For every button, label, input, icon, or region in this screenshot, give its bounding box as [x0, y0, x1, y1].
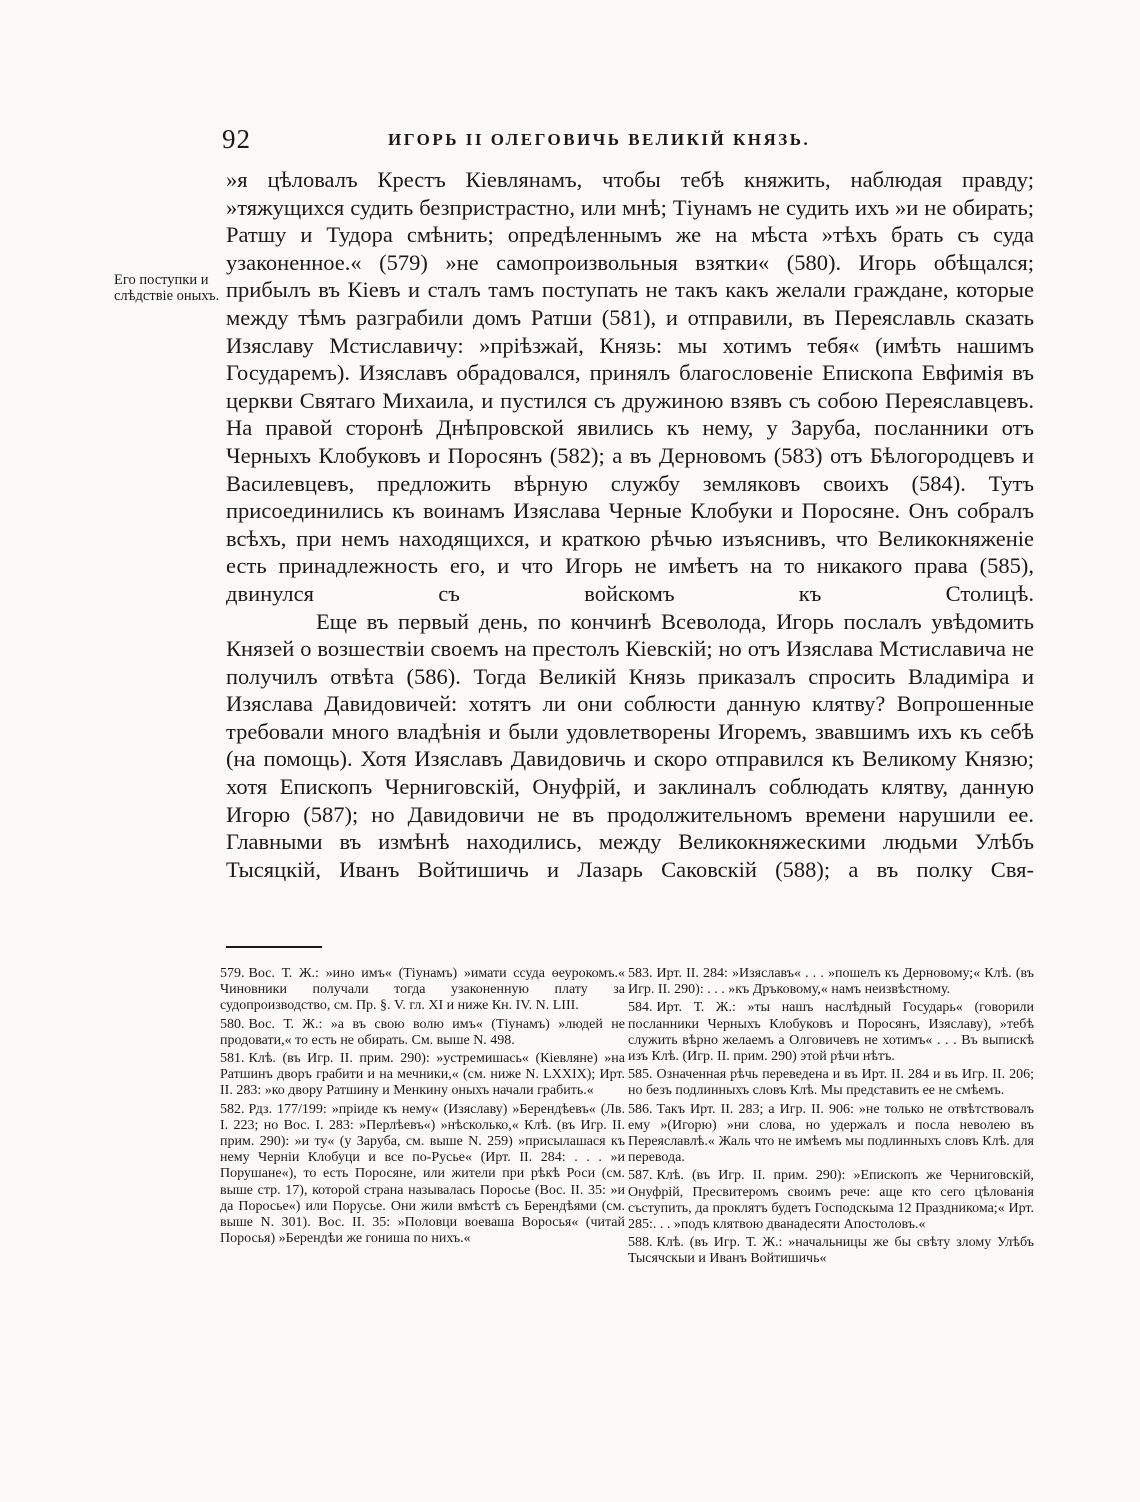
footnote-number: 579.: [220, 966, 245, 981]
footnote: [220, 1102, 625, 1248]
footnote: [220, 1051, 625, 1100]
footnote-number: 587.: [628, 1168, 653, 1184]
footnotes-right-column: [628, 966, 1034, 1270]
footnote-number: 586.: [628, 1101, 653, 1117]
footnote-text: Вос. Т. Ж.: »ино имъ« (Тіунамъ) »имати ссуда ѳеурокомъ.« Чиновники получали тогда узаконенную плату за судопроизводство, см. Пр. §. V. гл. XI и ниже Кн. IV. N. LIII.: [220, 966, 625, 1014]
footnote: [220, 1017, 625, 1049]
footnote-text: Клѣ. (въ Игр. II. прим. 290): »устремишась« (Кіевляне) »на Ратшинъ дворъ грабити и на мечники,« (см. ниже N. LXXIX); Ирт. II. 283: »ко двору Ратшину и Менкину оныхъ начали грабить.«: [220, 1051, 625, 1099]
running-title: ИГОРЬ II ОЛЕГОВИЧЬ ВЕЛИКІЙ КНЯЗЬ.: [388, 130, 811, 149]
main-text: [226, 166, 1034, 883]
paragraph: Еще въ первый день, по кончинѣ Всеволода, Игорь послалъ увѣдомить Князей о возшествіи своемъ на престолъ Кіевскій; но отъ Изяслава Мстиславича не получилъ отвѣта (586). Тогда Великій Князь приказалъ спросить Владиміра и Изяслава Давидовичей: хотятъ ли они соблюсти данную клятву? Вопрошенные требовали много владѣнія и были удовлетворены Игоремъ, звавшимъ ихъ къ себѣ (на помощь). Хотя Изяславъ Давидовичь и скоро отправился къ Великому Князю; хотя Епископъ Черниговскій, Онуфрій, и заклиналъ соблюдать клятву, данную Игорю (587); но Давидовичи не въ продолжительномъ времени нарушили ее. Главными въ измѣнѣ находились, между Великокняжескими людьми Улѣбъ Тысяцкій, Иванъ Войтишичь и Лазарь Саковскій (588); а въ полку Свя-: [226, 608, 1034, 882]
footnote-number: 584.: [628, 1000, 653, 1016]
page-number: 92: [222, 124, 251, 154]
footnote-text: Клѣ. (въ Игр. Т. Ж.: »начальницы же бы свѣту злому Улѣбъ Тысячскыи и Иванъ Войтишичь«: [628, 1235, 1034, 1267]
footnote-text: Такъ Ирт. II. 283; а Игр. II. 906: »не только не отвѣтствовалъ ему »(Игорю) »ни слова, но удержалъ и посла неволею въ Переяславлѣ.« Жаль что не имѣемъ мы подлинныхъ словъ Клѣ. для перевода.: [628, 1101, 1034, 1166]
footnote: [628, 966, 1034, 998]
footnote: [628, 1168, 1034, 1233]
footnote-number: 580.: [220, 1016, 245, 1032]
paragraph: »я цѣловалъ Крестъ Кіевлянамъ, чтобы тебѣ княжить, наблюдая правду; »тяжущихся судить безпристрастно, или мнѣ; Тіунамъ не судить ихъ »и не обирать; Ратшу и Тудора смѣнить; опредѣленнымъ же на мѣста »тѣхъ брать съ суда узаконенное.« (579) »не самопроизвольныя взятки« (580). Игорь обѣщался; прибылъ въ Кіевъ и сталъ тамъ поступать не такъ какъ желали граждане, которые между тѣмъ разграбили домъ Ратши (581), и отправили, въ Переяславль сказать Изяславу Мстиславичу: »пріѣзжай, Князь: мы хотимъ тебя« (имѣть нашимъ Государемъ). Изяславъ обрадовался, принялъ благословеніе Епископа Евфимія въ церкви Святаго Михаила, и пустился съ дружиною взявъ съ собою Переяславцевъ. На правой сторонѣ Днѣпровской явились къ нему, у Заруба, посланники отъ Черныхъ Клобуковъ и Поросянъ (582); а въ Дерновомъ (583) отъ Бѣлогородцевъ и Василевцевъ, предложить вѣрную службу земляковъ своихъ (584). Тутъ присоединились къ воинамъ Изяслава Черные Клобуки и Поросяне. Онъ собралъ всѣхъ, при немъ находящихся, и краткою рѣчью изъяснивъ, что Великокняженіе есть принадлежность его, и что Игорь не имѣетъ на то никакого права (585), двинулся съ войскомъ къ Столицѣ.: [226, 167, 1034, 606]
footnote: [628, 1102, 1034, 1167]
footnote-number: 582.: [220, 1101, 245, 1117]
footnote-text: Ирт. II. 284: »Изяславъ« . . . »пошелъ къ Дерновому;« Клѣ. (въ Игр. II. 290): . . . »къ Дръковому,« намъ неизвѣстному.: [628, 966, 1034, 998]
margin-note: Его поступки и слѣдствіе оныхъ.: [114, 272, 220, 304]
footnote-text: Рдз. 177/199: »пріиде къ нему« (Изяславу) »Берендѣевъ« (Лв. I. 223; но Вос. I. 283: »Перлѣевъ«) »нѣсколько,« Клѣ. (въ Игр. II. прим. 290): »и ту« (у Заруба, см. выше N. 259) »присылашася къ нему Черніи Клобуци и все по-Русье« (Ирт. II. 284: . . . »и Порушане«), то есть Поросяне, или жители при рѣкѣ Роси (см. выше стр. 17), которой страна называлась Поросье (Вос. II. 35: »и да Поросье«) или Порусье. Они жили вмѣстѣ съ Берендѣями (см. выше N. 301). Вос. II. 35: »Половци воеваша Воросья« (читай Поросья) »Берендѣи же гониша по нихъ.«: [220, 1101, 625, 1247]
footnote-number: 588.: [628, 1235, 653, 1251]
footnote-text: Вос. Т. Ж.: »а въ свою волю имъ« (Тіунамъ) »людей не продовати,« то есть не обирать. См. выше N. 498.: [220, 1016, 625, 1048]
footnote-text: Означенная рѣчь переведена и въ Ирт. II. 284 и въ Игр. II. 206; но безъ подлинныхъ словъ Клѣ. Мы представить ее не смѣемъ.: [628, 1067, 1034, 1099]
footnote: [220, 966, 625, 1015]
footnote: [628, 1067, 1034, 1099]
footnote-number: 583.: [628, 966, 653, 981]
footnote: [628, 1000, 1034, 1065]
footnote-divider: [226, 946, 322, 948]
footnote-text: Ирт. Т. Ж.: »ты нашъ наслѣдный Государь« (говорили посланники Черныхъ Клобуковъ и Поросянъ, Изяславу), »тебѣ служить вѣрно желаемъ а Олговичевъ не хотимъ« . . . Въ выпискѣ изъ Клѣ. (Игр. II. прим. 290) этой рѣчи нѣтъ.: [628, 1000, 1034, 1065]
footnote-text: Клѣ. (въ Игр. II. прим. 290): »Епископъ же Черниговскій, Онуфрій, Пресвитеромъ своимъ рече: аще кто сего цѣлованія съступить, да проклятъ будетъ Господскыма 12 Праздникома;« Ирт. 285:. . . »подъ клятвою дванадесяти Апостоловъ.«: [628, 1168, 1034, 1233]
footnote: [628, 1235, 1034, 1267]
footnotes-left-column: [220, 966, 625, 1249]
footnote-number: 585.: [628, 1067, 653, 1083]
footnote-number: 581.: [220, 1051, 245, 1067]
